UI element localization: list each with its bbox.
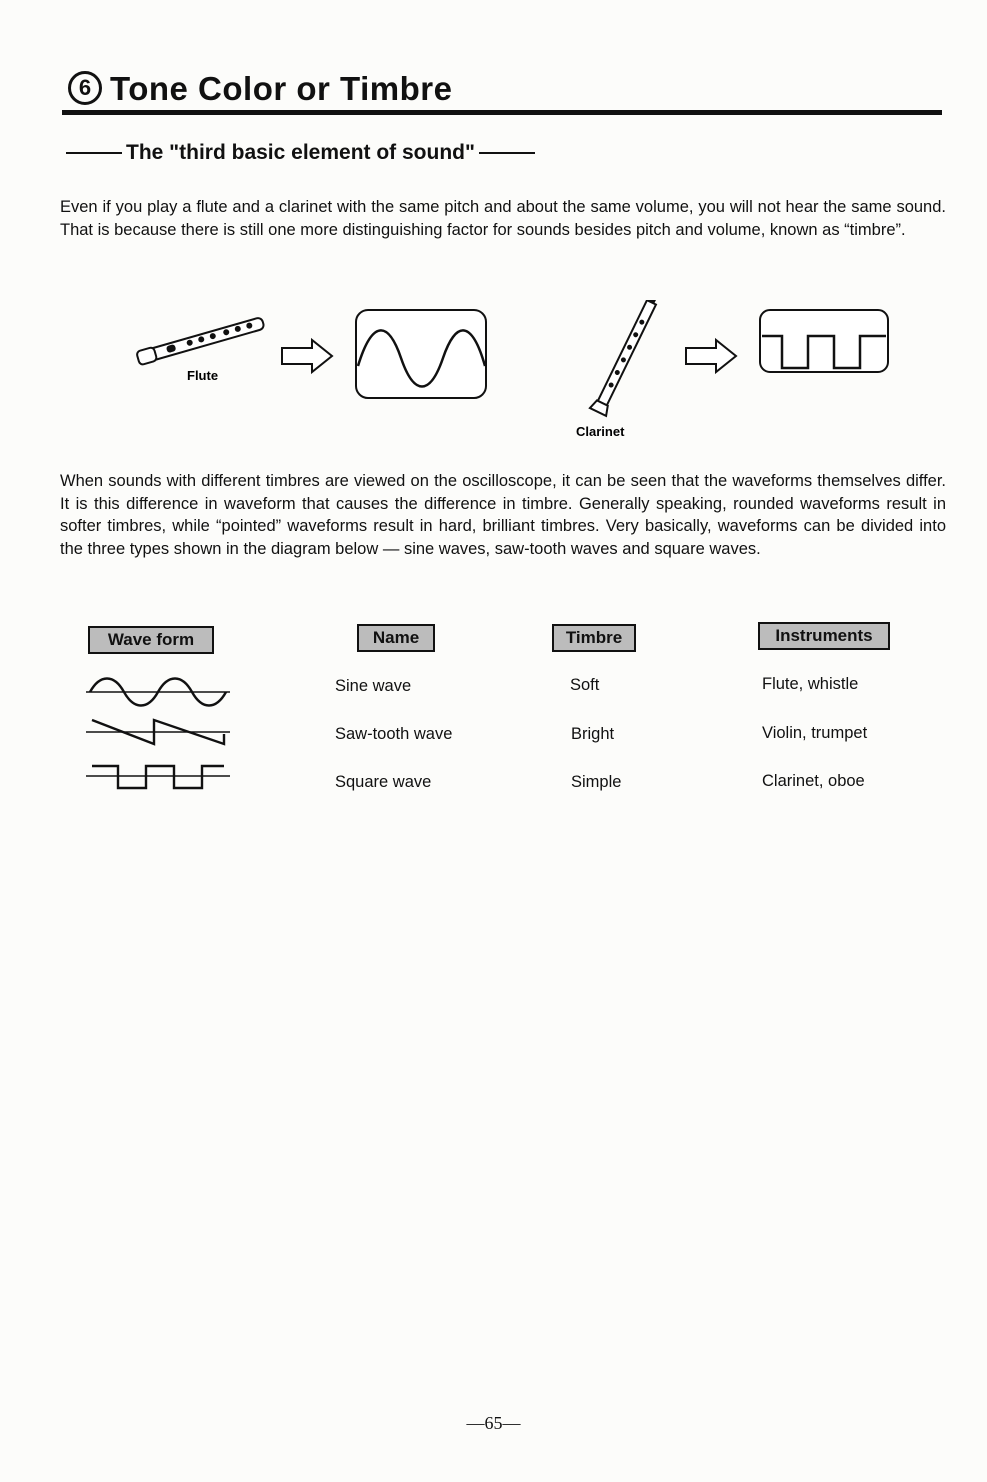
row-sine-instruments: Flute, whistle [762, 675, 859, 693]
waveform-paragraph: When sounds with different timbres are viewed on the oscilloscope, it can be seen that the waveforms themselves differ. It is this difference in waveform that causes the difference in timbre. Generally speaking, rounded waveforms result in softer timbres, while “pointed” waveforms result in hard, brilliant timbres. Very basically, waveforms can be divided into the three types shown in the diagram below — sine waves, saw-tooth waves and square waves. [60, 472, 946, 558]
row-sine-name: Sine wave [335, 677, 412, 695]
row-sawtooth-timbre: Bright [571, 725, 615, 743]
flute-icon [136, 316, 265, 365]
square-wave-icon [86, 766, 230, 788]
subtitle-text: The "third basic element of sound" [126, 141, 475, 164]
row-square-timbre: Simple [571, 773, 622, 791]
sawtooth-wave-icon [86, 720, 230, 744]
sine-wave-icon [86, 679, 230, 706]
header-name: Name [357, 624, 435, 652]
chapter-title: Tone Color or Timbre [110, 70, 453, 107]
intro-paragraph: Even if you play a flute and a clarinet with the same pitch and about the same volume, you will not hear the same sound. That is because there is still one more distinguishing factor for sounds besides pitch and volume, known as “timbre”. [60, 198, 946, 239]
subtitle-dash-left [66, 152, 122, 154]
row-sawtooth-instruments: Violin, trumpet [762, 724, 868, 742]
row-sawtooth-name: Saw-tooth wave [335, 725, 453, 743]
header-instruments: Instruments [758, 622, 890, 650]
flute-label: Flute [187, 368, 219, 383]
arrow-right-icon [282, 340, 332, 372]
waveform-column [84, 672, 234, 796]
oscilloscope-sine-icon [356, 310, 486, 398]
header-waveform: Wave form [88, 626, 214, 654]
arrow-right-icon [686, 340, 736, 372]
clarinet-label: Clarinet [576, 424, 625, 439]
chapter-number: 6 [68, 71, 102, 105]
oscilloscope-square-icon [760, 310, 888, 372]
clarinet-icon [590, 300, 666, 416]
row-sine-timbre: Soft [570, 676, 600, 694]
section-subtitle [62, 138, 539, 168]
row-square-instruments: Clarinet, oboe [762, 772, 865, 790]
row-square-name: Square wave [335, 773, 432, 791]
header-timbre: Timbre [552, 624, 636, 652]
page-number: —65— [466, 1413, 521, 1433]
chapter-heading [62, 62, 942, 115]
instrument-illustration [120, 300, 900, 450]
subtitle-dash-right [479, 152, 535, 154]
